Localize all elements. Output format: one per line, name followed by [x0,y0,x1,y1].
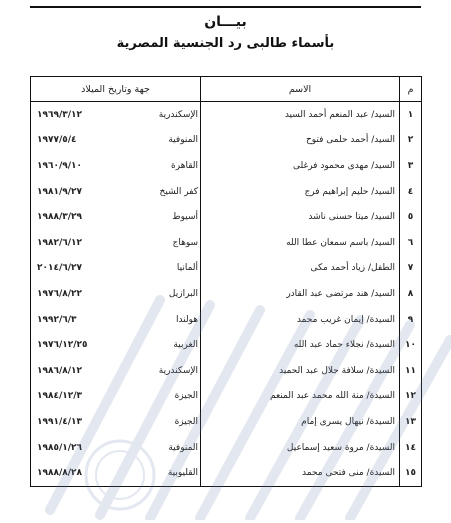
row-birthdate: ٢٠١٤/٦/٢٧ [31,256,131,282]
header-name: الاسم [201,77,400,102]
row-number: ٦ [400,230,422,256]
row-birthplace: المنوفية [168,135,199,146]
row-birthdate: ١٩٩١/٤/١٣ [31,409,131,435]
table-row [31,307,422,333]
row-birthdate: ١٩٧٦/١٢/٢٥ [31,332,131,358]
row-birthplace: الجيزة [174,416,199,427]
row-birthplace: القليوبية [131,460,201,486]
table-row [31,128,422,154]
row-name: السيدة/ إيمان غريب محمد [201,307,400,333]
row-birthdate: ١٩٦٠/٩/١٠ [31,153,131,179]
table-row [31,230,422,256]
row-number: ١٥ [400,460,422,486]
row-birthplace: الغربية [173,340,199,351]
row-number: ١٠ [400,332,422,358]
row-birthdate: ١٩٨٥/١/٢٦ [31,435,131,461]
row-name: السيدة/ نيهال يسرى إمام [201,409,400,435]
row-number: ١٢ [400,384,422,410]
row-birthplace: كفر الشيخ [159,186,199,197]
table-row [31,102,422,128]
table-header-row [31,77,422,102]
table-row [31,256,422,282]
row-birthplace: الإسكندرية [158,365,199,376]
row-name: السيدة/ مروة سعيد إسماعيل [201,435,400,461]
document-title: بيـــان [204,14,247,30]
row-name: الطفل/ زياد أحمد مكى [201,256,400,282]
row-number: ١ [400,102,422,128]
row-birthdate: ١٩٦٩/٣/١٢ [31,102,131,128]
row-birthdate: ١٩٩٢/٦/٣ [31,307,131,333]
row-name: السيدة/ نجلاء حماد عبد الله [201,332,400,358]
top-rule [30,6,421,8]
table-row [31,179,422,205]
row-birthdate: ١٩٨٤/١٢/٣ [31,384,131,410]
row-number: ١٤ [400,435,422,461]
table-row [31,281,422,307]
row-name: السيدة/ منى فتحى محمد [201,460,400,486]
row-birthplace: البرازيل [168,288,199,299]
header-place-date: جهة وتاريخ الميلاد [31,77,201,102]
row-birthplace: المنوفية [168,442,199,453]
row-birthplace: أسيوط [172,212,199,223]
row-birthdate: ١٩٨٦/٨/١٢ [31,358,131,384]
row-birthplace: القاهرة [171,160,199,171]
row-name: السيد/ هند مرتضى عبد القادر [201,281,400,307]
row-birthplace: سوهاج [172,237,199,248]
row-number: ٧ [400,256,422,282]
row-number: ٣ [400,153,422,179]
row-birthdate: ١٩٨٢/٦/١٢ [31,230,131,256]
row-number: ٤ [400,179,422,205]
table-body [31,102,422,487]
row-name: السيدة/ منة الله محمد عبد المنعم [201,384,400,410]
document-subtitle: بأسماء طالبى رد الجنسية المصرية [116,36,335,51]
row-name: السيد/ حليم إبراهيم فرج [201,179,400,205]
table-row [31,358,422,384]
header-num: م [400,77,422,102]
row-birthplace: الجيزة [174,391,199,402]
row-name: السيدة/ سلافة جلال عبد الحميد [201,358,400,384]
row-name: السيد/ عبد المنعم أحمد السيد [201,102,400,128]
row-birthdate: ١٩٨١/٩/٢٧ [31,179,131,205]
row-number: ٢ [400,128,422,154]
row-birthdate: ١٩٧٦/٨/٢٢ [31,281,131,307]
table-row [31,204,422,230]
table-row [31,153,422,179]
row-birthplace: الإسكندرية [158,109,199,120]
table-row [31,435,422,461]
names-table [30,76,422,487]
row-number: ٨ [400,281,422,307]
row-number: ٥ [400,204,422,230]
row-number: ١٣ [400,409,422,435]
row-birthplace: هولندا [175,314,199,325]
row-birthdate: ١٩٧٧/٥/٤ [31,128,131,154]
row-name: السيد/ باسم سمعان عطا الله [201,230,400,256]
row-birthdate: ١٩٨٨/٣/٢٩ [31,204,131,230]
table-row [31,460,422,486]
row-number: ٩ [400,307,422,333]
row-name: السيد/ مهدى محمود فرغلى [201,153,400,179]
table-row [31,409,422,435]
row-number: ١١ [400,358,422,384]
table-row [31,332,422,358]
row-birthplace: ألمانيا [176,263,199,274]
row-name: السيد/ ميتا حسنى ناشد [201,204,400,230]
row-birthdate: ١٩٨٨/٨/٢٨ [31,460,131,486]
row-name: السيد/ أحمد حلمى فتوح [201,128,400,154]
table-row [31,384,422,410]
